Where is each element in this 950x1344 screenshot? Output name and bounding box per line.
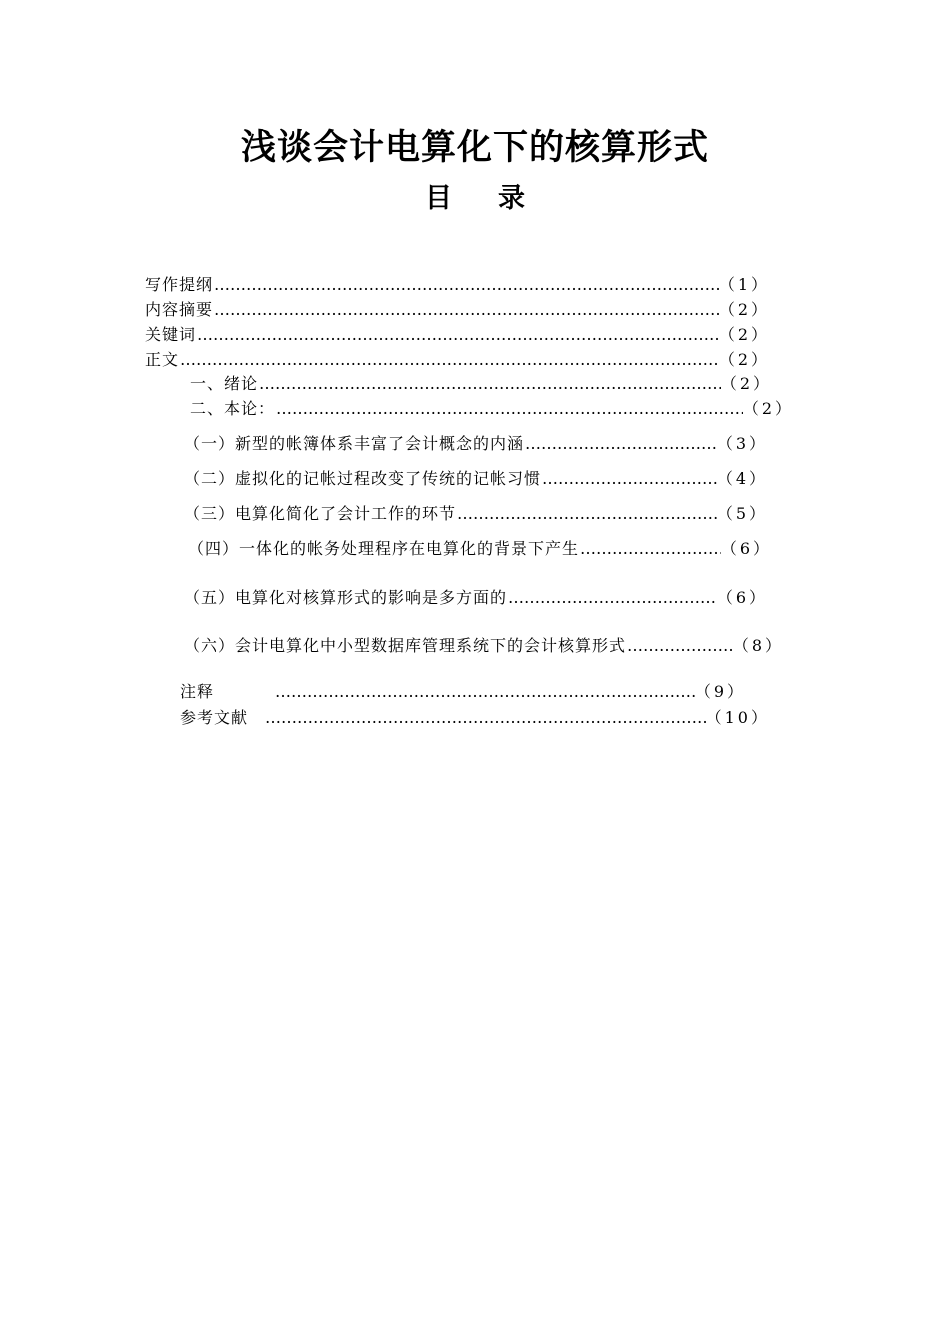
toc-entry-section-3 [184, 503, 768, 525]
toc-entry-label: （五）电算化对核算形式的影响是多方面的 [184, 588, 508, 607]
toc-entry-outline [145, 274, 770, 296]
toc-leader-dots [213, 299, 719, 321]
toc-entry-section-2 [184, 468, 768, 490]
toc-entry-page: （2） [718, 325, 770, 344]
toc-leader-dots [179, 349, 719, 371]
toc-leader-dots [274, 681, 695, 703]
toc-entry-label: 关键词 [145, 325, 197, 344]
document-title: 浅谈会计电算化下的核算形式 [240, 128, 709, 168]
toc-entry-page: （5） [716, 504, 768, 523]
toc-entry-label: 注释 [180, 682, 215, 701]
toc-entry-label: （二）虚拟化的记帐过程改变了传统的记帐习惯 [184, 469, 542, 488]
toc-entry-section-1 [184, 433, 768, 455]
toc-entry-page: （4） [716, 469, 768, 488]
toc-entry-page: （2） [718, 300, 770, 319]
toc-leader-dots [579, 538, 721, 560]
toc-entry-label: 参考文献 [180, 708, 249, 727]
toc-entry-references [180, 707, 770, 729]
toc-entry-label: 正文 [145, 350, 180, 369]
toc-entry-keywords [145, 324, 770, 346]
toc-entry-label: 内容摘要 [145, 300, 214, 319]
toc-entry-notes [180, 681, 746, 703]
toc-entry-page: （8） [732, 636, 784, 655]
toc-leader-dots [541, 468, 717, 490]
toc-heading-left: 目 [425, 183, 452, 214]
toc-heading [0, 180, 950, 218]
toc-entry-page: （3） [716, 434, 768, 453]
toc-entry-page: （9） [694, 682, 746, 701]
toc-entry-page: （1） [718, 275, 770, 294]
toc-leader-dots [213, 274, 719, 296]
toc-leader-dots [258, 373, 721, 395]
toc-leader-dots [524, 433, 717, 455]
toc-leader-dots [507, 587, 717, 609]
toc-entry-label: 写作提纲 [145, 275, 214, 294]
toc-entry-body [145, 349, 770, 371]
toc-entry-label: （一）新型的帐簿体系丰富了会计概念的内涵 [184, 434, 525, 453]
toc-entry-section-5 [184, 587, 768, 609]
toc-entry-label: 一、绪论 [190, 374, 259, 393]
toc-leader-dots [196, 324, 719, 346]
toc-leader-dots [264, 707, 706, 729]
toc-leader-dots [456, 503, 717, 525]
toc-entry-page: （6） [716, 588, 768, 607]
toc-leader-dots [275, 398, 743, 420]
toc-leader-dots [626, 635, 733, 657]
toc-entry-introduction [190, 373, 772, 395]
toc-entry-section-4 [188, 538, 772, 560]
toc-entry-section-6 [184, 635, 784, 657]
toc-entry-page: （6） [720, 539, 772, 558]
toc-heading-right: 录 [498, 183, 525, 214]
toc-entry-page: （2） [718, 350, 770, 369]
toc-entry-label: 二、本论： [190, 399, 276, 418]
toc-entry-abstract [145, 299, 770, 321]
toc-entry-label: （四）一体化的帐务处理程序在电算化的背景下产生 [188, 539, 580, 558]
toc-entry-label: （三）电算化简化了会计工作的环节 [184, 504, 457, 523]
toc-entry-page: （2） [742, 399, 794, 418]
toc-entry-page: （10） [705, 708, 770, 727]
toc-entry-label: （六）会计电算化中小型数据库管理系统下的会计核算形式 [184, 636, 627, 655]
toc-entry-page: （2） [720, 374, 772, 393]
toc-entry-main-discussion [190, 398, 794, 420]
